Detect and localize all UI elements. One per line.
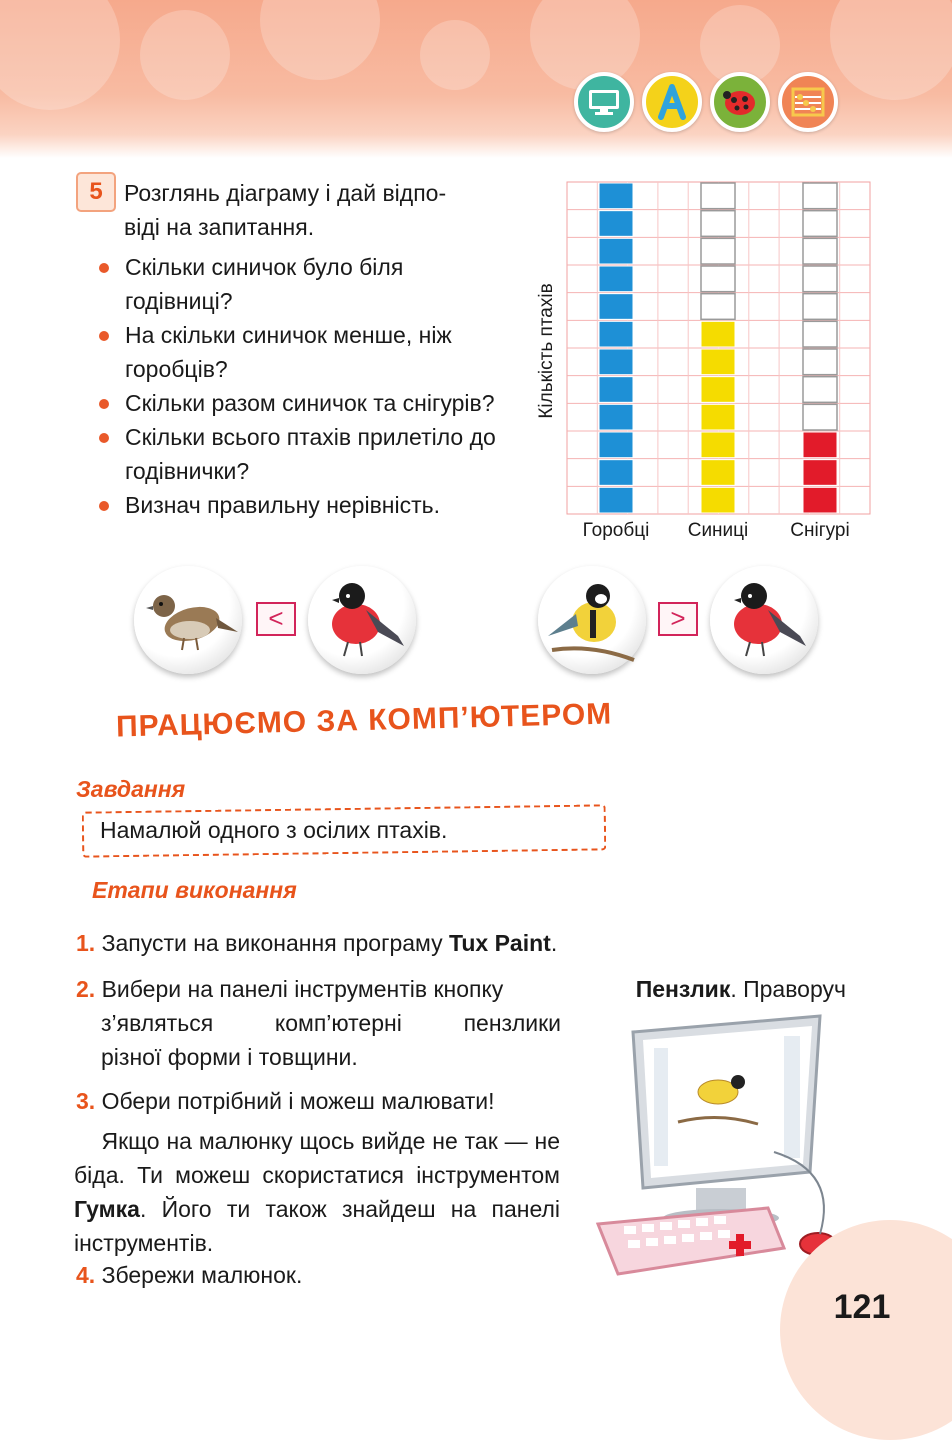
comparison-sign-greater: > bbox=[658, 602, 698, 636]
y-axis-label: Кількість птахів bbox=[536, 283, 557, 419]
stages-label: Етапи виконання bbox=[92, 877, 297, 903]
bullfinch-icon bbox=[710, 566, 818, 674]
step-2: 2. Вибери на панелі інструментів кнопку Пензлик. Праворуч з’являться комп’ютерні пензлики різної форми і товщини. bbox=[76, 976, 846, 1070]
letter-a-icon bbox=[642, 72, 702, 132]
section-title: ПРАЦЮЄМО ЗА КОМП’ЮТЕРОМ bbox=[115, 697, 613, 744]
step-3: 3. Обери потрібний і можеш малювати! bbox=[76, 1088, 495, 1114]
step-4: 4. Збережи малюнок. bbox=[76, 1262, 303, 1288]
computer-icon bbox=[574, 72, 634, 132]
chart-empty-cell bbox=[701, 211, 735, 237]
comparison-sign-less: < bbox=[256, 602, 296, 636]
chart-bar-cell bbox=[599, 487, 633, 513]
chart-empty-cell bbox=[701, 266, 735, 292]
chart-bar-cell bbox=[599, 404, 633, 430]
ladybug-icon bbox=[710, 72, 770, 132]
chart-empty-cell bbox=[803, 404, 837, 430]
computer-illustration bbox=[588, 1012, 848, 1282]
sparrow-icon bbox=[134, 566, 242, 674]
chart-empty-cell bbox=[803, 294, 837, 320]
chart-bar-cell bbox=[599, 238, 633, 264]
chart-bar-cell bbox=[599, 432, 633, 458]
abacus-icon bbox=[778, 72, 838, 132]
chart-bar-cell bbox=[599, 294, 633, 320]
task-intro: Розглянь діаграму і дай відпо- віді на запитання. bbox=[124, 180, 447, 240]
chart-bar-cell bbox=[701, 349, 735, 375]
question-list bbox=[96, 250, 516, 522]
chart-bar-cell bbox=[701, 460, 735, 486]
bird-count-chart bbox=[530, 176, 875, 546]
eraser-paragraph: Якщо на малюнку щось вийде не так — не біда. Ти можеш скористатися інструментом Гумка. Його ти також знайдеш на панелі інструментів. bbox=[74, 1128, 560, 1256]
chart-bar-cell bbox=[701, 487, 735, 513]
chart-bar-cell bbox=[701, 432, 735, 458]
chart-empty-cell bbox=[803, 183, 837, 209]
chart-bar-cell bbox=[701, 377, 735, 403]
chart-empty-cell bbox=[803, 238, 837, 264]
chart-bar-cell bbox=[599, 183, 633, 209]
step-1: 1. Запусти на виконання програму Tux Paint. bbox=[76, 930, 558, 956]
chart-empty-cell bbox=[803, 377, 837, 403]
chart-empty-cell bbox=[803, 349, 837, 375]
question-item: Визнач правильну нерівність. bbox=[96, 488, 516, 522]
chart-bar-cell bbox=[803, 432, 837, 458]
task-text: Намалюй одного з осілих птахів. bbox=[100, 817, 448, 843]
x-tick-label: Снігурі bbox=[790, 520, 850, 541]
question-item: На скільки синичок менше, ніж горобців? bbox=[96, 318, 516, 386]
titmouse-icon bbox=[538, 566, 646, 674]
chart-bar-cell bbox=[803, 487, 837, 513]
chart-bar-cell bbox=[803, 460, 837, 486]
chart-bar-cell bbox=[599, 460, 633, 486]
chart-empty-cell bbox=[701, 294, 735, 320]
question-item: Скільки разом синичок та снігурів? bbox=[96, 386, 516, 420]
chart-empty-cell bbox=[701, 183, 735, 209]
chart-bar-cell bbox=[599, 349, 633, 375]
chart-empty-cell bbox=[803, 266, 837, 292]
chart-bar-cell bbox=[701, 404, 735, 430]
question-item: Скільки всього птахів прилетіло до годівнички? bbox=[96, 420, 516, 488]
chart-empty-cell bbox=[803, 211, 837, 237]
x-tick-label: Горобці bbox=[582, 520, 650, 541]
question-item: Скільки синичок було біля годівниці? bbox=[96, 250, 516, 318]
x-tick-label: Синиці bbox=[687, 520, 749, 541]
chart-bar-cell bbox=[599, 266, 633, 292]
chart-empty-cell bbox=[701, 238, 735, 264]
chart-bar-cell bbox=[701, 321, 735, 347]
task-label: Завдання bbox=[76, 776, 186, 802]
chart-bar-cell bbox=[599, 211, 633, 237]
chart-empty-cell bbox=[803, 321, 837, 347]
task-number: 5 bbox=[76, 172, 116, 212]
chart-bar-cell bbox=[599, 321, 633, 347]
bullfinch-icon bbox=[308, 566, 416, 674]
chart-bar-cell bbox=[599, 377, 633, 403]
page-number: 121 bbox=[833, 1288, 891, 1326]
header-banner bbox=[0, 0, 952, 158]
